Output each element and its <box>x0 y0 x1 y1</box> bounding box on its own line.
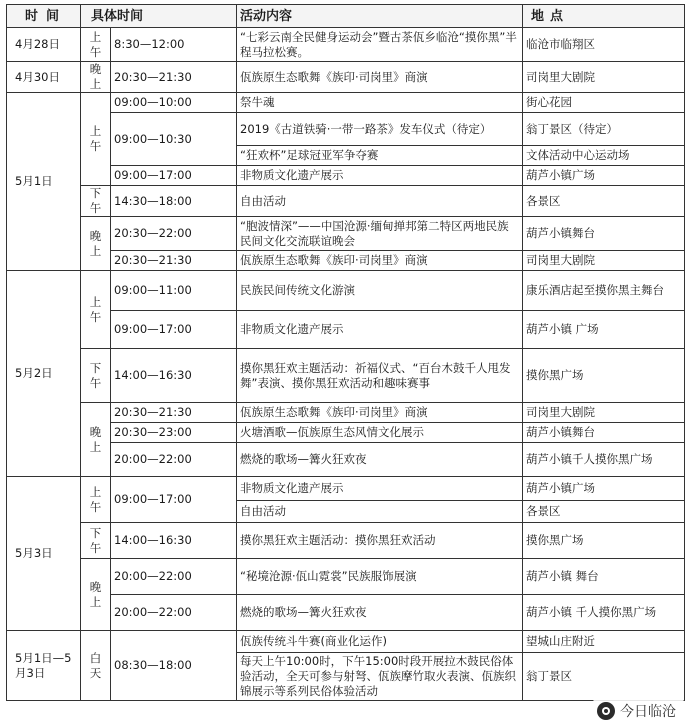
watermark <box>593 699 684 723</box>
table-row <box>7 631 685 653</box>
header-place: 地点 <box>523 5 685 28</box>
time-cell: 09:00—17:00 <box>111 166 237 186</box>
place-cell: 葫芦小镇舞台 <box>523 217 685 251</box>
time-cell: 20:00—22:00 <box>111 443 237 477</box>
activity-cell: 民族民间传统文化游演 <box>237 271 523 311</box>
activity-cell: 火塘酒歌—佤族原生态风情文化展示 <box>237 423 523 443</box>
activity-cell: 佤族原生态歌舞《族印·司岗里》商演 <box>237 403 523 423</box>
table-row <box>7 271 685 311</box>
time-cell: 14:30—18:00 <box>111 186 237 217</box>
activity-cell: 自由活动 <box>237 186 523 217</box>
activity-cell: 非物质文化遗产展示 <box>237 477 523 501</box>
period-cell: 晚 上 <box>81 403 111 477</box>
time-cell: 09:00—10:30 <box>111 113 237 166</box>
place-cell: 葫芦小镇广场 <box>523 166 685 186</box>
header-time: 时间 <box>7 5 81 28</box>
time-cell: 09:00—17:00 <box>111 311 237 349</box>
date-cell: 4月28日 <box>7 28 81 62</box>
activity-cell: 燃烧的歌场—篝火狂欢夜 <box>237 443 523 477</box>
place-cell: 葫芦小镇广场 <box>523 477 685 501</box>
activity-cell: 佤族原生态歌舞《族印·司岗里》商演 <box>237 251 523 271</box>
header-row <box>7 5 685 28</box>
activity-cell: 摸你黑狂欢主题活动：摸你黑狂欢活动 <box>237 523 523 559</box>
period-cell: 上 午 <box>81 93 111 186</box>
place-cell: 街心花园 <box>523 93 685 113</box>
header-activity: 活动内容 <box>237 5 523 28</box>
date-cell: 5月1日 <box>7 93 81 271</box>
table-row <box>7 403 685 423</box>
time-cell: 09:00—17:00 <box>111 477 237 523</box>
activity-cell: “七彩云南全民健身运动会”暨古茶佤乡临沧“摸你黑”半程马拉松赛。 <box>237 28 523 62</box>
table-row <box>7 349 685 403</box>
time-cell: 09:00—10:00 <box>111 93 237 113</box>
activity-cell: 祭牛魂 <box>237 93 523 113</box>
table-row <box>7 93 685 113</box>
table-row <box>7 186 685 217</box>
activity-cell: 2019《古道铁骑·一带一路茶》发车仪式（待定） <box>237 113 523 146</box>
activity-cell: 每天上午10:00时，下午15:00时段开展拉木鼓民俗体验活动，全天可参与射弩、佤族摩竹取火表演、佤族织锦展示等系列民俗体验活动 <box>237 653 523 701</box>
activity-cell: 摸你黑狂欢主题活动：祈福仪式、“百台木鼓千人甩发舞”表演、摸你黑狂欢活动和趣味赛事 <box>237 349 523 403</box>
table-row <box>7 217 685 251</box>
header-specific-time: 具体时间 <box>81 5 237 28</box>
place-cell: 翁丁景区 <box>523 653 685 701</box>
period-cell: 下 午 <box>81 523 111 559</box>
place-cell: 葫芦小镇舞台 <box>523 423 685 443</box>
period-cell: 下 午 <box>81 349 111 403</box>
place-cell: 临沧市临翔区 <box>523 28 685 62</box>
activity-cell: “胞波情深”——中国沧源·缅甸掸邦第二特区两地民族民间文化交流联谊晚会 <box>237 217 523 251</box>
time-cell: 09:00—11:00 <box>111 271 237 311</box>
place-cell: 康乐酒店起至摸你黑主舞台 <box>523 271 685 311</box>
time-cell: 08:30—18:00 <box>111 631 237 701</box>
place-cell: 望城山庄附近 <box>523 631 685 653</box>
time-cell: 14:00—16:30 <box>111 349 237 403</box>
table-row <box>7 62 685 93</box>
table-row <box>7 523 685 559</box>
period-cell: 上 午 <box>81 477 111 523</box>
wechat-account-icon <box>597 702 615 720</box>
period-cell: 晚 上 <box>81 217 111 271</box>
place-cell: 文体活动中心运动场 <box>523 146 685 166</box>
activity-cell: 非物质文化遗产展示 <box>237 311 523 349</box>
period-cell: 下 午 <box>81 186 111 217</box>
place-cell: 各景区 <box>523 186 685 217</box>
place-cell: 翁丁景区（待定） <box>523 113 685 146</box>
place-cell: 葫芦小镇 舞台 <box>523 559 685 595</box>
activity-cell: 非物质文化遗产展示 <box>237 166 523 186</box>
table-row <box>7 559 685 595</box>
time-cell: 8:30—12:00 <box>111 28 237 62</box>
time-cell: 20:30—21:30 <box>111 251 237 271</box>
time-cell: 20:30—21:30 <box>111 62 237 93</box>
activity-cell: “狂欢杯”足球冠亚军争夺赛 <box>237 146 523 166</box>
time-cell: 20:30—21:30 <box>111 403 237 423</box>
place-cell: 各景区 <box>523 501 685 523</box>
date-cell: 4月30日 <box>7 62 81 93</box>
time-cell: 20:30—23:00 <box>111 423 237 443</box>
table-row <box>7 28 685 62</box>
time-cell: 20:30—22:00 <box>111 217 237 251</box>
place-cell: 葫芦小镇 广场 <box>523 311 685 349</box>
place-cell: 葫芦小镇千人摸你黑广场 <box>523 443 685 477</box>
place-cell: 摸你黑广场 <box>523 523 685 559</box>
time-cell: 20:00—22:00 <box>111 595 237 631</box>
time-cell: 20:00—22:00 <box>111 559 237 595</box>
date-cell: 5月3日 <box>7 477 81 631</box>
period-cell: 白 天 <box>81 631 111 701</box>
place-cell: 司岗里大剧院 <box>523 62 685 93</box>
watermark-text: 今日临沧 <box>620 704 676 720</box>
activity-cell: 佤族原生态歌舞《族印·司岗里》商演 <box>237 62 523 93</box>
place-cell: 司岗里大剧院 <box>523 251 685 271</box>
period-cell: 晚 上 <box>81 62 111 93</box>
date-cell: 5月2日 <box>7 271 81 477</box>
activity-cell: 自由活动 <box>237 501 523 523</box>
schedule-table <box>6 4 685 701</box>
table-row <box>7 477 685 501</box>
period-cell: 晚 上 <box>81 559 111 631</box>
place-cell: 葫芦小镇 千人摸你黑广场 <box>523 595 685 631</box>
time-cell: 14:00—16:30 <box>111 523 237 559</box>
activity-cell: “秘境沧源·佤山霓裳”民族服饰展演 <box>237 559 523 595</box>
place-cell: 摸你黑广场 <box>523 349 685 403</box>
period-cell: 上 午 <box>81 28 111 62</box>
activity-cell: 燃烧的歌场—篝火狂欢夜 <box>237 595 523 631</box>
activity-cell: 佤族传统斗牛赛(商业化运作) <box>237 631 523 653</box>
period-cell: 上 午 <box>81 271 111 349</box>
date-cell: 5月1日—5月3日 <box>7 631 81 701</box>
place-cell: 司岗里大剧院 <box>523 403 685 423</box>
